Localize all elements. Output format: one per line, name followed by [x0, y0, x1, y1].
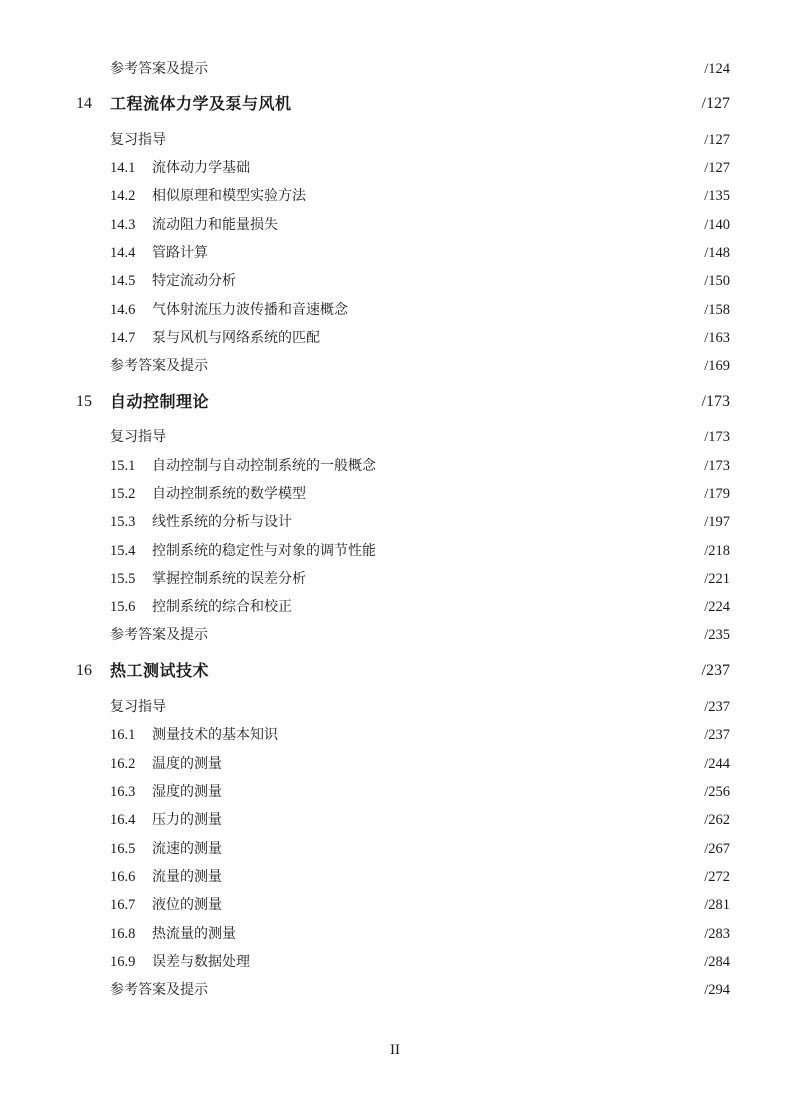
toc-title: 热流量的测量	[152, 926, 236, 942]
toc-title: 控制系统的综合和校正	[152, 599, 292, 615]
toc-page-number: /140	[704, 217, 730, 233]
toc-page-number: /169	[704, 358, 730, 374]
toc-section-row	[110, 483, 730, 505]
toc-page-number: /284	[704, 954, 730, 970]
toc-number: 15.6	[110, 599, 136, 615]
toc-number: 14.6	[110, 302, 136, 318]
toc-title: 复习指导	[110, 699, 166, 715]
toc-entry-row	[110, 58, 730, 80]
toc-number: 14.2	[110, 188, 136, 204]
toc-title: 线性系统的分析与设计	[152, 514, 292, 530]
toc-number: 15	[76, 393, 92, 410]
toc-number: 16.2	[110, 756, 136, 772]
toc-section-row	[110, 838, 730, 860]
toc-page-number: /256	[704, 784, 730, 800]
toc-title: 自动控制系统的数学模型	[152, 486, 306, 502]
toc-page-number: /173	[704, 429, 730, 445]
toc-title: 液位的测量	[152, 897, 222, 913]
toc-number: 16	[76, 662, 92, 679]
toc-page-number: /244	[704, 756, 730, 772]
toc-section-row	[110, 894, 730, 916]
toc-title: 参考答案及提示	[110, 358, 208, 374]
toc-entry-row	[110, 426, 730, 448]
toc-number: 15.2	[110, 486, 136, 502]
toc-page-number: /237	[704, 699, 730, 715]
toc-section-row	[110, 455, 730, 477]
toc-number: 16.8	[110, 926, 136, 942]
toc-number: 14.3	[110, 217, 136, 233]
toc-title: 参考答案及提示	[110, 982, 208, 998]
toc-page-number: /179	[704, 486, 730, 502]
toc-section-row	[110, 157, 730, 179]
toc-title: 参考答案及提示	[110, 627, 208, 643]
toc-section-row	[110, 568, 730, 590]
toc-page-number: /221	[704, 571, 730, 587]
toc-title: 特定流动分析	[152, 273, 236, 289]
toc-title: 泵与风机与网络系统的匹配	[152, 330, 320, 346]
toc-entry-row	[110, 979, 730, 1001]
toc-page-number: /281	[704, 897, 730, 913]
toc-number: 15.1	[110, 458, 136, 474]
toc-number: 14.1	[110, 160, 136, 176]
toc-title: 自动控制理论	[110, 392, 210, 411]
toc-page-number: /148	[704, 245, 730, 261]
toc-section-row	[110, 753, 730, 775]
toc-section-row	[110, 299, 730, 321]
page-folio: II	[390, 1042, 400, 1058]
toc-title: 相似原理和模型实验方法	[152, 188, 306, 204]
toc-title: 流速的测量	[152, 841, 222, 857]
toc-number: 16.6	[110, 869, 136, 885]
toc-title: 温度的测量	[152, 756, 222, 772]
toc-page-number: /272	[704, 869, 730, 885]
toc-title: 自动控制与自动控制系统的一般概念	[152, 458, 376, 474]
toc-chapter-row	[76, 390, 730, 414]
toc-number: 16.5	[110, 841, 136, 857]
toc-title: 流量的测量	[152, 869, 222, 885]
toc-number: 16.3	[110, 784, 136, 800]
toc-section-row	[110, 809, 730, 831]
toc-page-number: /150	[704, 273, 730, 289]
toc-number: 15.3	[110, 514, 136, 530]
toc-entry-row	[110, 129, 730, 151]
toc-page-number: /197	[704, 514, 730, 530]
toc-title: 气体射流压力波传播和音速概念	[152, 302, 348, 318]
toc-section-row	[110, 951, 730, 973]
toc-page-number: /283	[704, 926, 730, 942]
toc-title: 控制系统的稳定性与对象的调节性能	[152, 543, 376, 559]
toc-page-number: /218	[704, 543, 730, 559]
toc-title: 热工测试技术	[110, 661, 210, 680]
toc-section-row	[110, 540, 730, 562]
toc-number: 15.5	[110, 571, 136, 587]
toc-page-number: /163	[704, 330, 730, 346]
toc-section-row	[110, 866, 730, 888]
toc-page-number: /237	[704, 727, 730, 743]
toc-page-number: /294	[704, 982, 730, 998]
toc-title: 管路计算	[152, 245, 208, 261]
toc-title: 湿度的测量	[152, 784, 222, 800]
toc-page-number: /135	[704, 188, 730, 204]
toc-section-row	[110, 724, 730, 746]
toc-title: 流体动力学基础	[152, 160, 250, 176]
toc-page-number: /124	[704, 61, 730, 77]
toc-section-row	[110, 270, 730, 292]
toc-number: 16.9	[110, 954, 136, 970]
toc-title: 复习指导	[110, 132, 166, 148]
toc-title: 测量技术的基本知识	[152, 727, 278, 743]
toc-section-row	[110, 596, 730, 618]
toc-number: 16.4	[110, 812, 136, 828]
toc-entry-row	[110, 696, 730, 718]
toc-page-number: /127	[704, 132, 730, 148]
toc-page-number: /127	[701, 95, 730, 112]
toc-title: 工程流体力学及泵与风机	[110, 94, 292, 113]
toc-section-row	[110, 185, 730, 207]
toc-title: 复习指导	[110, 429, 166, 445]
toc-entry-row	[110, 624, 730, 646]
toc-section-row	[110, 327, 730, 349]
toc-number: 14.5	[110, 273, 136, 289]
toc-page-number: /237	[701, 662, 730, 679]
toc-page-number: /127	[704, 160, 730, 176]
toc-page-number: /235	[704, 627, 730, 643]
toc-section-row	[110, 781, 730, 803]
toc-title: 参考答案及提示	[110, 61, 208, 77]
toc-page-number: /224	[704, 599, 730, 615]
toc-number: 14	[76, 95, 92, 112]
toc-section-row	[110, 214, 730, 236]
toc-page-number: /267	[704, 841, 730, 857]
toc-chapter-row	[76, 659, 730, 683]
toc-page-number: /173	[704, 458, 730, 474]
toc-number: 15.4	[110, 543, 136, 559]
toc-title: 误差与数据处理	[152, 954, 250, 970]
toc-section-row	[110, 923, 730, 945]
toc-page-number: /158	[704, 302, 730, 318]
toc-page-number: /262	[704, 812, 730, 828]
toc-number: 14.4	[110, 245, 136, 261]
toc-page-number: /173	[701, 393, 730, 410]
toc-title: 压力的测量	[152, 812, 222, 828]
toc-number: 16.7	[110, 897, 136, 913]
toc-section-row	[110, 511, 730, 533]
toc-title: 流动阻力和能量损失	[152, 217, 278, 233]
toc-number: 14.7	[110, 330, 136, 346]
toc-entry-row	[110, 355, 730, 377]
toc-section-row	[110, 242, 730, 264]
toc-chapter-row	[76, 92, 730, 116]
toc-title: 掌握控制系统的误差分析	[152, 571, 306, 587]
toc-number: 16.1	[110, 727, 136, 743]
